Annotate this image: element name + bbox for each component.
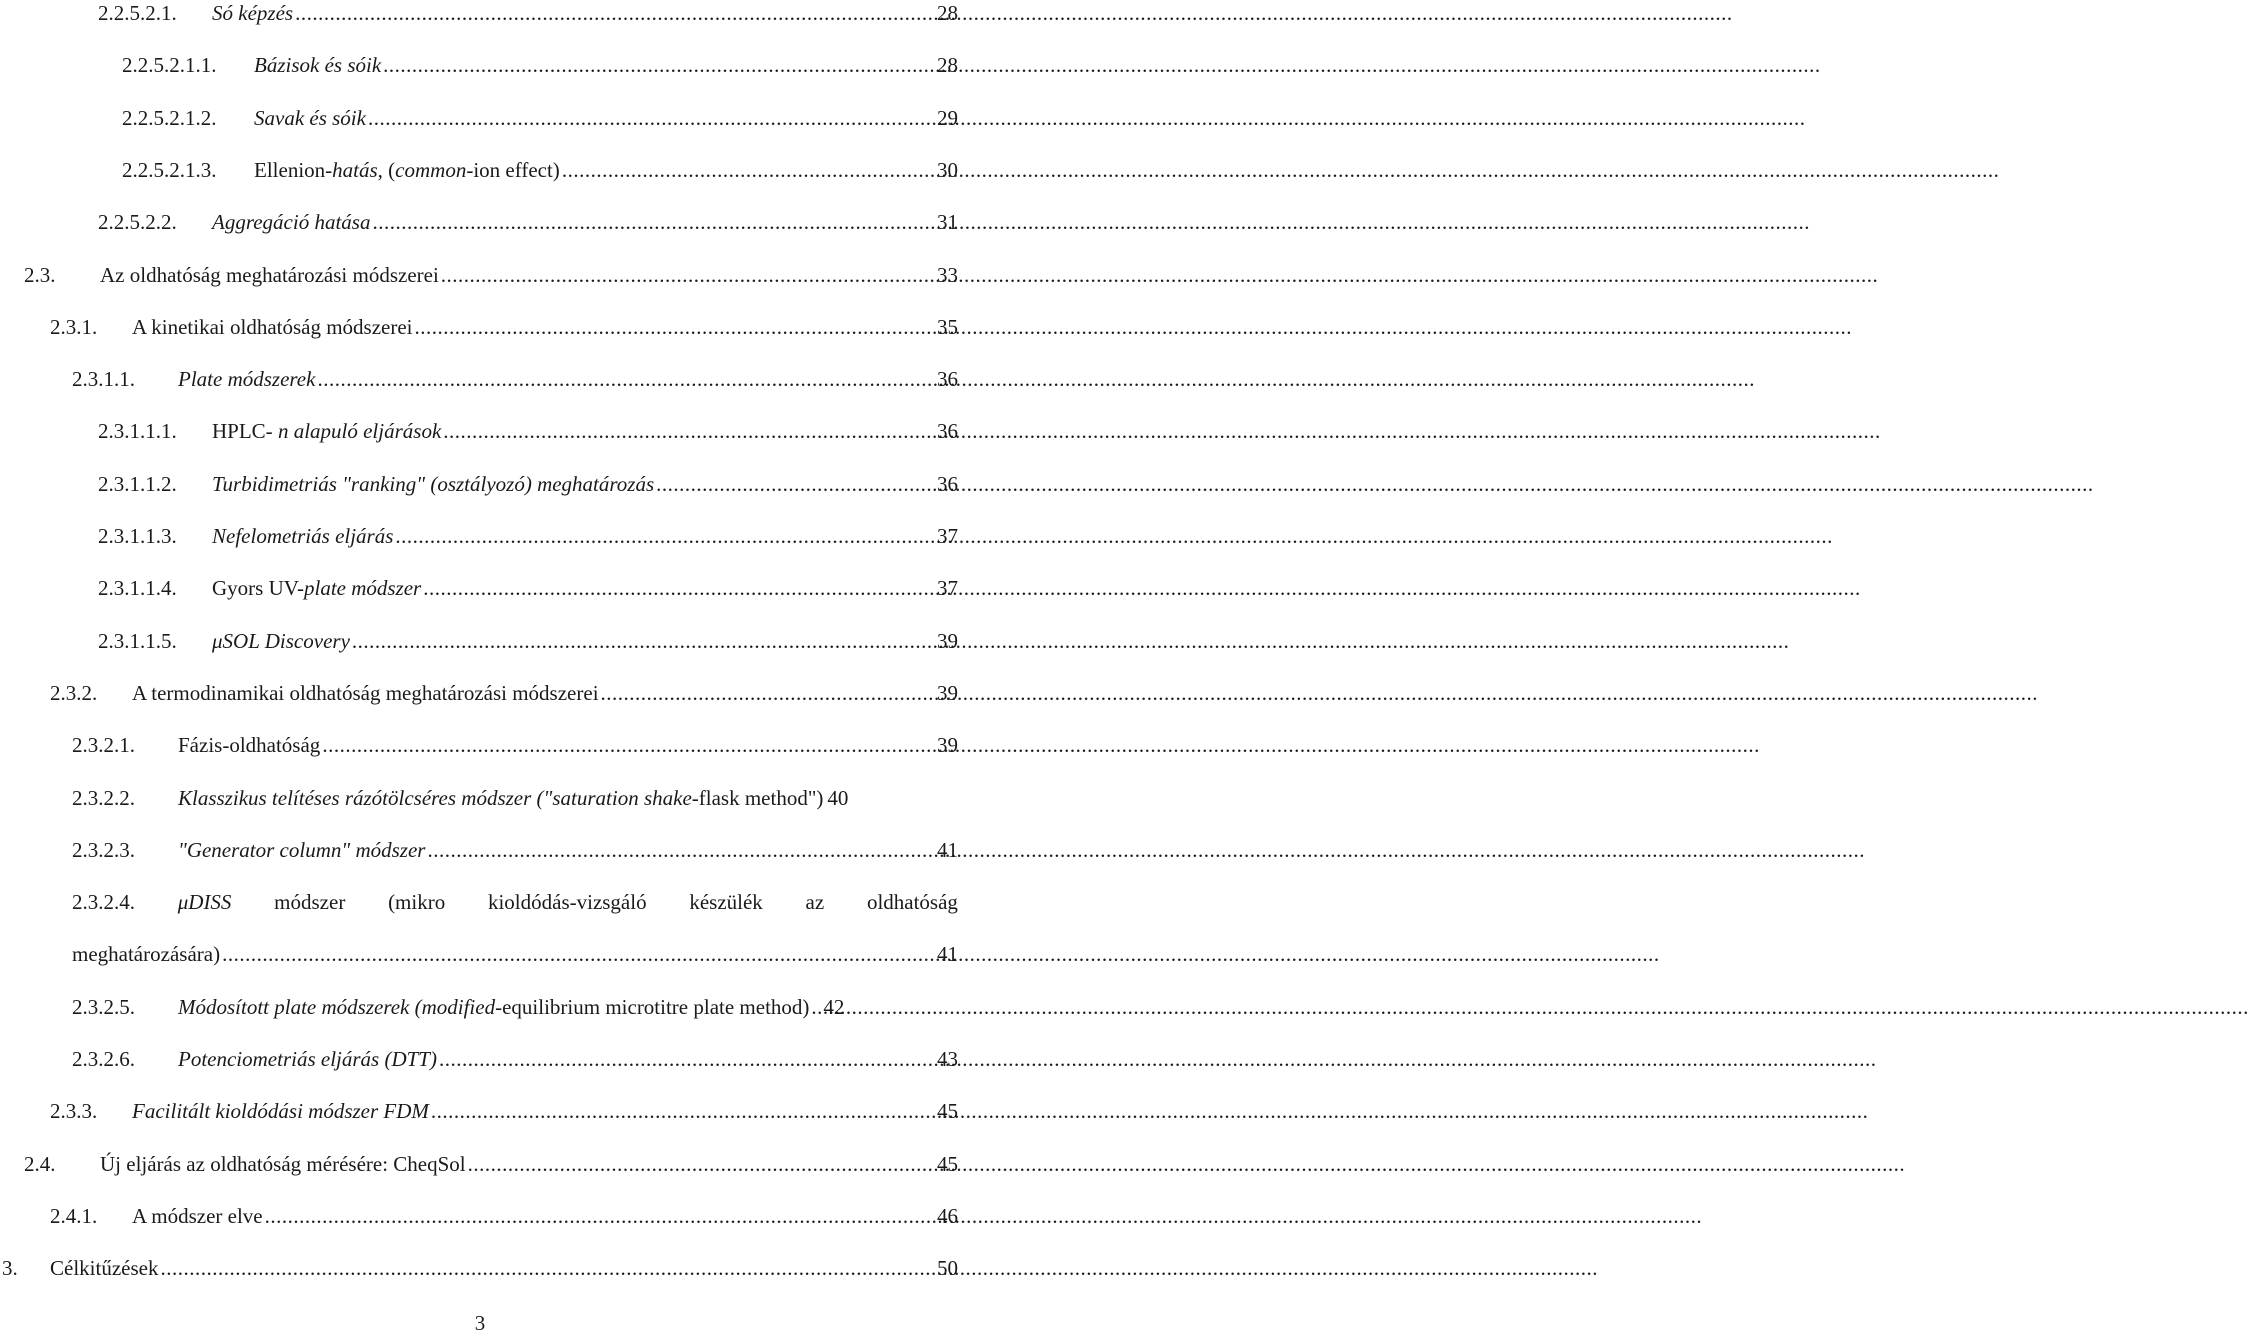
toc-title-word: kioldódás-vizsgáló xyxy=(487,890,647,915)
page-number: 3 xyxy=(474,1311,486,1335)
toc-entry-page: 30 xyxy=(937,157,958,182)
toc-title-word: az xyxy=(805,890,825,915)
toc-title-part: A kinetikai oldhatóság módszerei xyxy=(132,314,413,339)
toc-entry-title xyxy=(212,469,654,499)
toc-entry[interactable] xyxy=(72,835,958,865)
toc-title-part: Turbidimetriás "ranking" (osztályozó) meghatározás xyxy=(212,471,655,496)
toc-title-part: Potenciometriás eljárás (DTT) xyxy=(178,1047,437,1071)
toc-entry-number: 2.2.5.2.1.2. xyxy=(122,105,217,130)
toc-entry-page: 36 xyxy=(937,471,958,496)
toc-entry-number: 2.3.1.1.2. xyxy=(98,471,177,496)
toc-entry[interactable] xyxy=(72,783,958,813)
toc-entry-number: 3. xyxy=(2,1256,18,1281)
toc-title-word: készülék xyxy=(689,890,763,915)
toc-title-part: Új eljárás az oldhatóság mérésére: CheqSol xyxy=(100,1151,466,1176)
toc-entry-page: 42 xyxy=(823,994,845,1019)
toc-title-part: plate módszer xyxy=(303,576,422,601)
toc-title-part: common xyxy=(395,157,467,182)
toc-entry-title: meghatározására) xyxy=(72,942,221,967)
toc-entry-page: 45 xyxy=(937,1099,958,1124)
dot-leader xyxy=(811,992,821,1022)
toc-title-part: hatás xyxy=(332,157,378,182)
toc-entry-title xyxy=(212,0,293,28)
dot-leader xyxy=(601,678,935,708)
toc-entry-page: 41 xyxy=(937,837,958,862)
toc-entry[interactable] xyxy=(24,1149,958,1179)
toc-entry-page: 36 xyxy=(937,367,958,392)
dot-leader xyxy=(468,1149,935,1179)
toc-title-part: Só képzés xyxy=(212,1,294,25)
toc-entry-number: 2.2.5.2.1.1. xyxy=(122,53,217,78)
toc-entry-page: 35 xyxy=(937,314,958,339)
toc-title-word: módszer xyxy=(274,890,346,915)
toc-entry[interactable] xyxy=(98,521,958,551)
toc-title-part: A módszer elve xyxy=(132,1203,263,1228)
toc-entry[interactable] xyxy=(50,312,958,342)
toc-title-part: Fázis-oldhatóság xyxy=(178,733,321,758)
toc-title-part: Plate módszerek xyxy=(178,367,316,392)
toc-entry-page: 39 xyxy=(937,733,958,758)
toc-title-part: Savak és sóik xyxy=(254,105,366,130)
dot-leader xyxy=(427,835,935,865)
toc-entry-title xyxy=(132,678,599,708)
toc-entry-title xyxy=(212,573,421,603)
toc-title-part: -ion effect) xyxy=(466,157,560,182)
toc-entry-page: 45 xyxy=(937,1151,958,1176)
toc-entry-continuation[interactable] xyxy=(72,939,958,969)
toc-entry-title xyxy=(254,50,381,80)
toc-entry-number: 2.3.1.1.5. xyxy=(98,628,177,653)
toc-title-word: oldhatóság xyxy=(866,890,958,915)
toc-entry-title xyxy=(254,103,366,133)
toc-entry-page: 37 xyxy=(937,524,958,548)
toc-entry-page: 50 xyxy=(937,1256,958,1281)
toc-entry-number: 2.4.1. xyxy=(50,1203,98,1228)
toc-entry[interactable] xyxy=(122,155,958,185)
toc-entry-number: 2.2.5.2.2. xyxy=(98,210,177,235)
toc-entry[interactable] xyxy=(98,469,958,499)
toc-entry-number: 2.3.1.1. xyxy=(72,367,135,392)
toc-entry-title xyxy=(254,155,560,185)
toc-title-part: HPLC- xyxy=(212,419,278,444)
dot-leader xyxy=(656,469,935,499)
toc-entry-page: 46 xyxy=(937,1203,958,1228)
toc-entry[interactable] xyxy=(98,626,958,656)
toc-title-part: Facilitált kioldódási módszer FDM xyxy=(132,1099,429,1124)
toc-title-part: Gyors UV- xyxy=(212,576,304,601)
toc-entry-page: 36 xyxy=(937,419,958,444)
toc-entry[interactable] xyxy=(72,992,958,1022)
dot-leader xyxy=(317,364,935,394)
toc-entry-title xyxy=(178,364,315,394)
toc-entry-title xyxy=(100,1149,466,1179)
toc-entry-number: 2.3.2.6. xyxy=(72,1047,135,1071)
toc-entry-number: 2.3.1.1.1. xyxy=(98,419,177,444)
toc-entry-number: 2.3.2.5. xyxy=(72,994,135,1019)
toc-entry-number: 2.3.2. xyxy=(50,680,98,705)
toc-title-part: , ( xyxy=(377,157,396,182)
toc-entry[interactable] xyxy=(98,0,958,28)
toc-entry-multiline[interactable] xyxy=(72,887,958,917)
dot-leader xyxy=(222,939,935,969)
toc-entry-title xyxy=(212,626,350,656)
toc-title-part: Ellenion- xyxy=(254,157,333,182)
toc-entry-title xyxy=(50,1253,158,1283)
toc-title-part: Módosított plate módszerek (modified xyxy=(178,994,496,1019)
toc-entry-title xyxy=(178,1044,437,1074)
toc-title-part: "Generator column" módszer xyxy=(178,837,426,862)
dot-leader xyxy=(415,312,935,342)
toc-title-part: Aggregáció hatása xyxy=(212,210,371,235)
toc-title-part: Nefelometriás eljárás xyxy=(212,524,394,548)
toc-entry-title xyxy=(132,1096,429,1126)
toc-entry-title xyxy=(178,992,809,1022)
toc-entry[interactable] xyxy=(50,1096,958,1126)
toc-entry-title xyxy=(212,207,370,237)
dot-leader xyxy=(322,730,935,760)
toc-entry-number: 2.2.5.2.1. xyxy=(98,1,177,25)
toc-title-part: Az oldhatóság meghatározási módszerei xyxy=(100,262,439,287)
toc-entry[interactable] xyxy=(98,207,958,237)
dot-leader xyxy=(439,1044,935,1074)
dot-leader xyxy=(423,573,935,603)
toc-title-part: Célkitűzések xyxy=(50,1256,159,1281)
toc-entry-number: 2.2.5.2.1.3. xyxy=(122,157,217,182)
toc-title-word: μDISS xyxy=(177,890,232,915)
toc-entry-number: 2.3.2.1. xyxy=(72,733,135,758)
toc-entry-title xyxy=(100,260,439,290)
dot-leader xyxy=(295,0,935,28)
toc-entry-page: 28 xyxy=(937,53,958,78)
toc-entry-page: 28 xyxy=(937,1,958,25)
toc-entry-title xyxy=(132,1201,263,1231)
toc-entry-number: 2.3.3. xyxy=(50,1099,98,1124)
toc-entry-title xyxy=(178,730,320,760)
toc-entry-title xyxy=(178,835,425,865)
toc-title-part: Bázisok és sóik xyxy=(254,53,382,78)
toc-title-part: μSOL Discovery xyxy=(212,628,350,653)
toc-title-part: -equilibrium microtitre plate method) xyxy=(495,994,810,1019)
toc-entry-number: 2.3.1. xyxy=(50,314,98,339)
toc-entry-page: 39 xyxy=(937,680,958,705)
toc-entry-number: 2.4. xyxy=(24,1151,56,1176)
toc-entry-number: 2.3.1.1.4. xyxy=(98,576,177,601)
toc-entry-title xyxy=(132,312,413,342)
toc-entry-title xyxy=(212,521,393,551)
toc-entry-title xyxy=(212,416,441,446)
dot-leader xyxy=(372,207,935,237)
dot-leader xyxy=(352,626,935,656)
dot-leader xyxy=(265,1201,935,1231)
toc-entry[interactable] xyxy=(72,364,958,394)
dot-leader xyxy=(443,416,935,446)
dot-leader xyxy=(562,155,935,185)
toc-title-part: -flask method") xyxy=(691,785,824,810)
toc-entry-page: 31 xyxy=(937,210,958,235)
toc-entry-page: 33 xyxy=(937,262,958,287)
toc-entry[interactable] xyxy=(122,50,958,80)
toc-entry[interactable] xyxy=(50,1201,958,1231)
toc-entry[interactable] xyxy=(122,103,958,133)
dot-leader xyxy=(395,521,935,551)
toc-entry[interactable] xyxy=(2,1253,958,1283)
toc-entry-page: 39 xyxy=(937,628,958,653)
toc-entry-page: 37 xyxy=(937,576,958,601)
toc-entry-number: 2.3.2.4. xyxy=(72,890,135,915)
toc-entry[interactable] xyxy=(72,1044,958,1074)
dot-leader xyxy=(431,1096,935,1126)
dot-leader xyxy=(160,1253,935,1283)
toc-entry-page: 41 xyxy=(937,942,958,967)
toc-entry[interactable] xyxy=(98,416,958,446)
toc-entry-page: 40 xyxy=(827,785,849,810)
toc-entry-number: 2.3.2.2. xyxy=(72,785,135,810)
toc-title-part: Klasszikus telítéses rázótölcséres módszer ("saturation shake xyxy=(178,785,692,810)
toc-entry-number: 2.3.2.3. xyxy=(72,837,135,862)
toc-entry[interactable] xyxy=(98,573,958,603)
dot-leader xyxy=(383,50,935,80)
dot-leader xyxy=(441,260,935,290)
toc-entry-number: 2.3. xyxy=(24,262,56,287)
toc-entry[interactable] xyxy=(72,730,958,760)
toc-entry[interactable] xyxy=(50,678,958,708)
toc-entry[interactable] xyxy=(24,260,958,290)
toc-entry-page: 29 xyxy=(937,105,958,130)
toc-entry-number: 2.3.1.1.3. xyxy=(98,524,177,548)
toc-entry-page: 43 xyxy=(937,1047,958,1071)
toc-title-part: A termodinamikai oldhatóság meghatározási módszerei xyxy=(132,680,599,705)
dot-leader xyxy=(368,103,935,133)
toc-entry-title xyxy=(178,783,823,813)
toc-title-part: n alapuló eljárások xyxy=(277,419,442,444)
toc-title-word: (mikro xyxy=(388,890,446,915)
